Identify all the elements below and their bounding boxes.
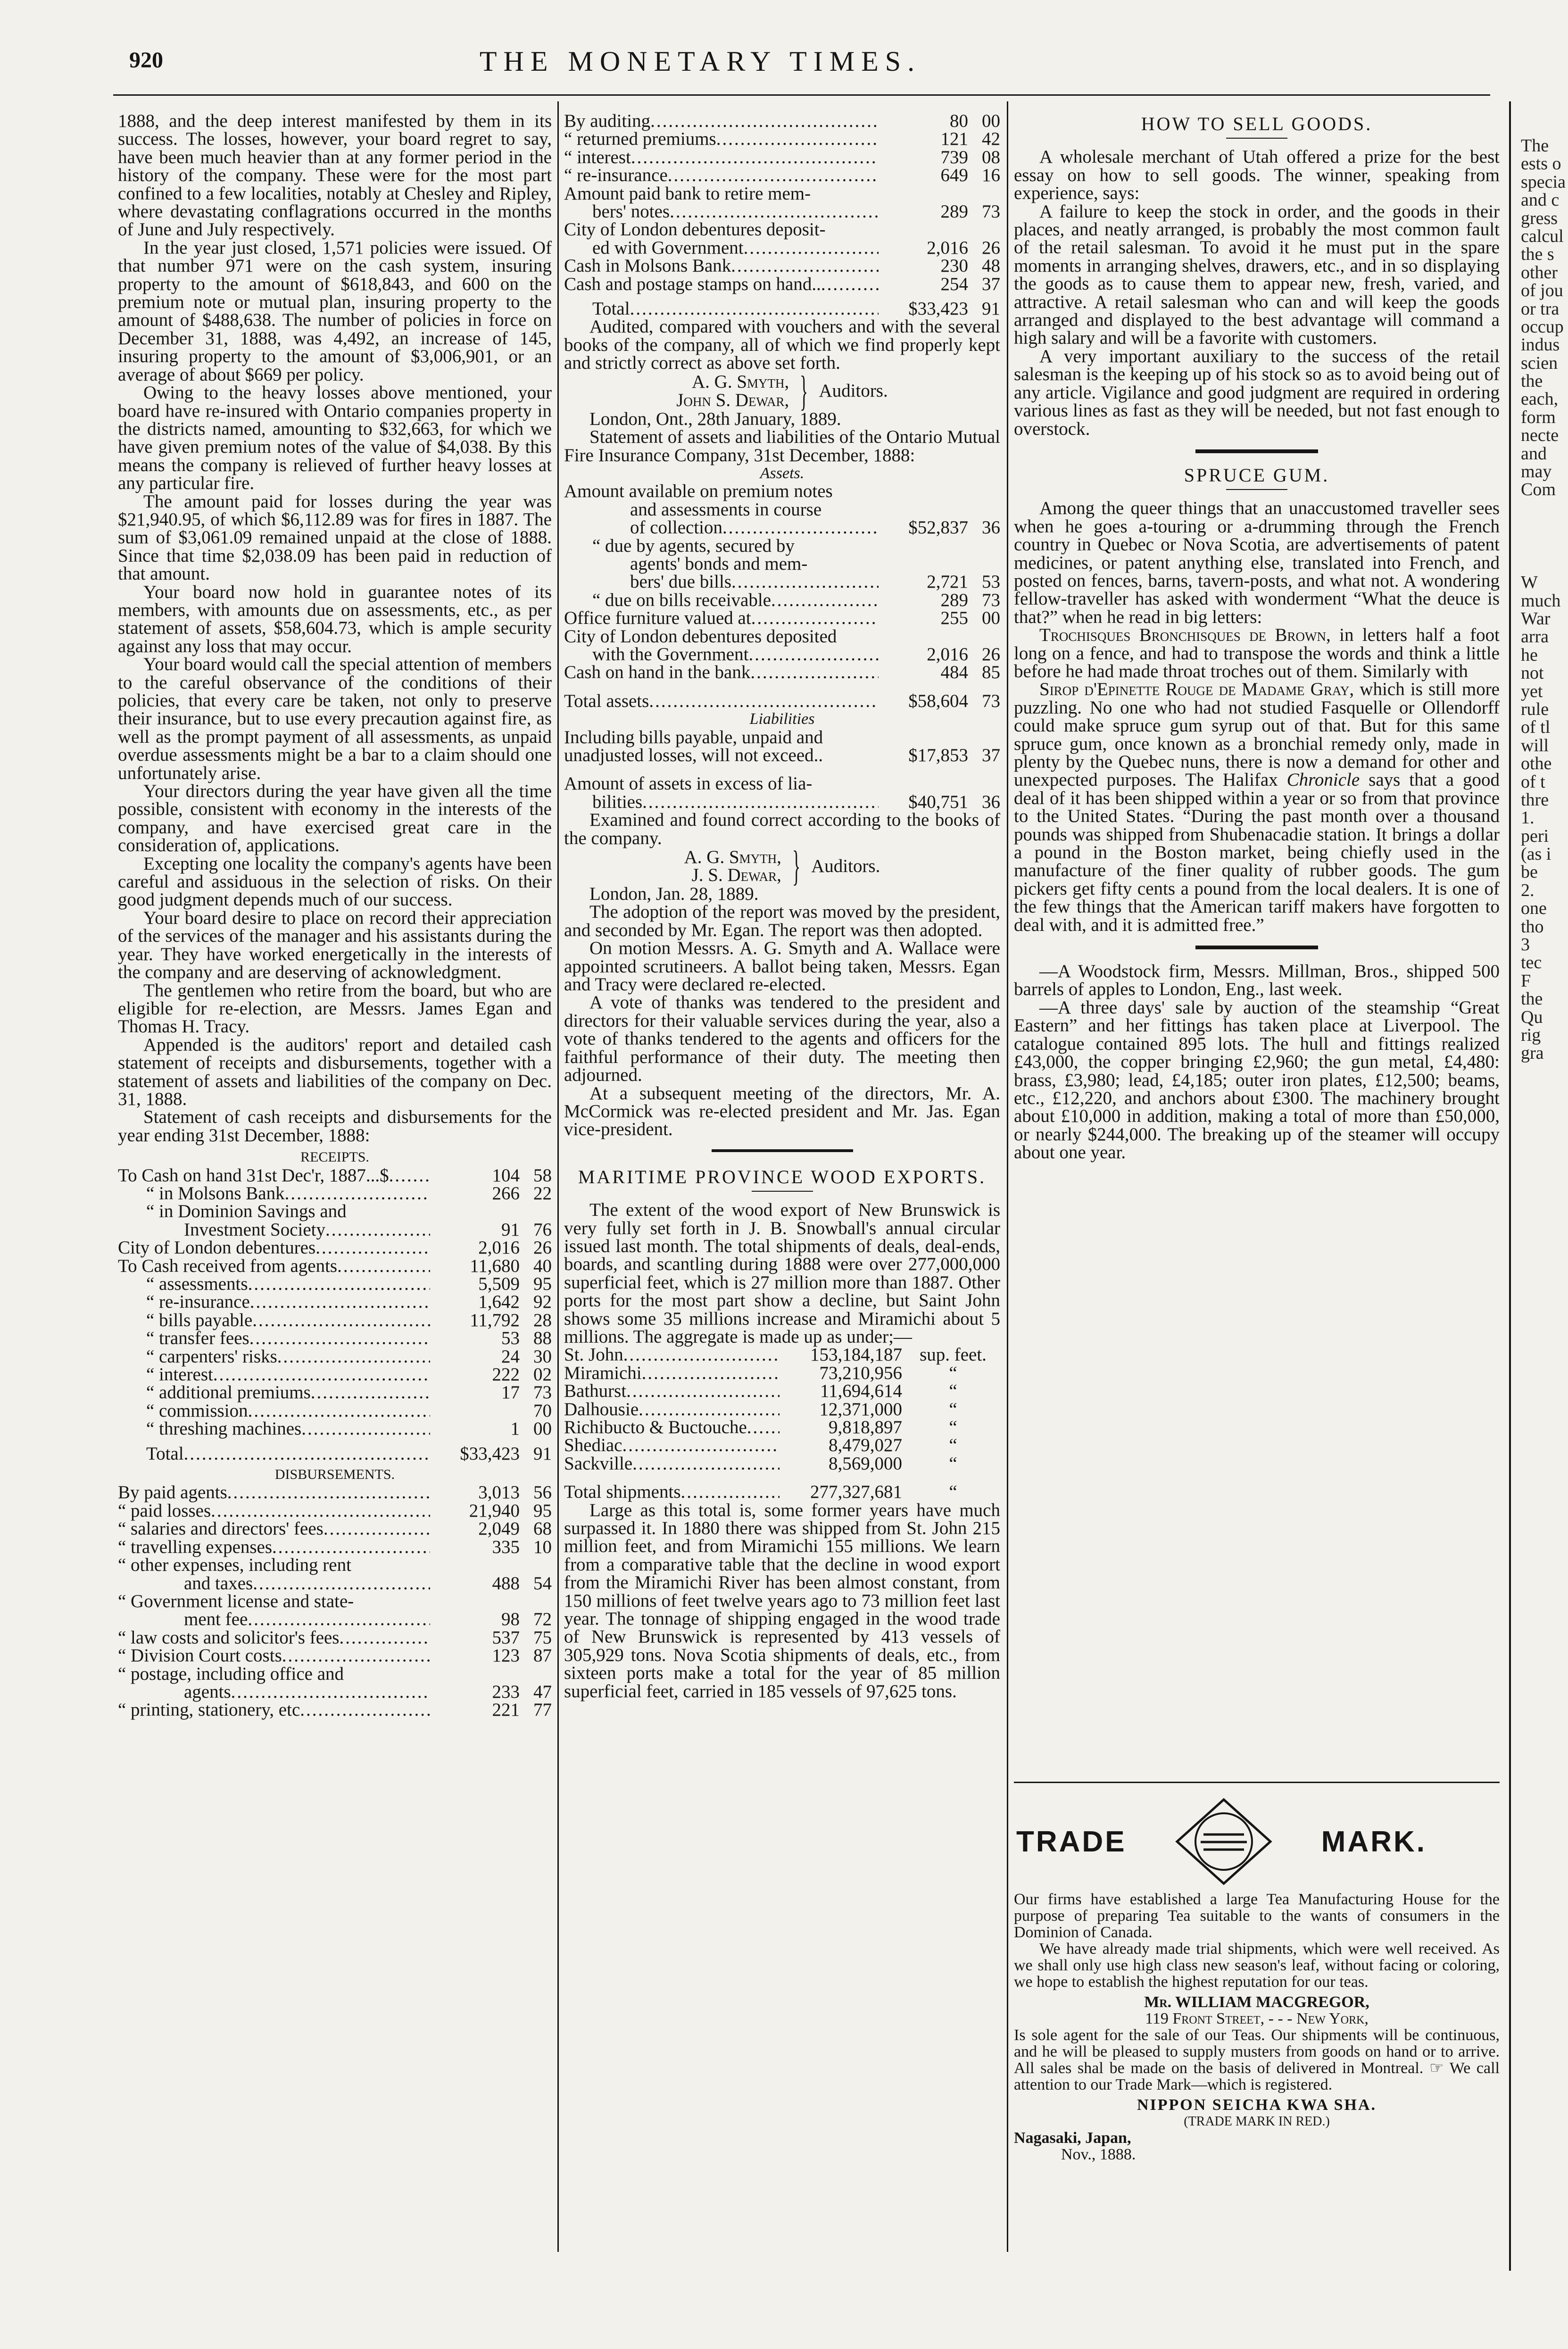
auditors-signature-2: A. G. Smyth, J. S. Dewar, } Auditors. [684,843,880,890]
liabilities-amount: unadjusted losses, will not exceed.. $17,853 37 [564,745,1000,765]
ledger-row: “ due by agents, secured by [592,535,795,556]
liabilities-heading: Liabilities [749,710,815,728]
ledger-row: “ re-insurance ..... 1,642 92 [118,1293,552,1311]
port-row: Richibucto & Buctouche ..... 9,818,897 “ [564,1419,1000,1436]
sell-paragraph: A failure to keep the stock in order, and the goods in their places, and neatly arranged, is probably the most common fault of the retail salesman. To avoid it he must put in the spare moments in arranging shelves, drawers, etc., and in so displaying the goods as to cause them to appear new, fresh, varied, and attractive. A retail salesman who can and will keep the goods arranged and displayed to the best advantage will command a high salary and will be a favorite with customers. [1014,201,1500,349]
port-row: Shediac ..... 8,479,027 “ [564,1436,1000,1454]
ports-table [564,1346,1000,1473]
spruce-paragraph: Trochisques Bronchisques de Brown, in letters half a foot long on a fence, and had to transpose the words and think a little before he had made throat troches out of them. Similarly with [1014,625,1500,681]
margin-fragment: ests o [1521,154,1561,174]
excess-amount: bilities ..... $40,751 36 [564,793,1000,811]
port-row: Dalhousie ..... 12,371,000 “ [564,1401,1000,1419]
ledger-row: and taxes ..... 488 54 [118,1575,552,1593]
ledger-row: ed with Government ..... 2,016 26 [564,239,1000,257]
header-rule [113,94,1490,96]
col1-paragraph: Your board would call the special attention of members to the careful observance of the conditions of their policies, that every care be taken, not only to preserve their insurance, but to use every precaution against fire, as well as the prompt payment of all assessments, as unpaid overdue assessments might be a bar to a claim should one unfortunately arise. [118,654,552,783]
ledger-row: agents' bonds and mem- [630,553,808,574]
ledger-row: Cash and postage stamps on hand.. ..... 254 37 [564,275,1000,293]
column-3 [1014,112,1500,1162]
margin-fragment: othe [1521,754,1552,774]
vote-paragraph: A vote of thanks was tendered to the president and directors for their valuable services during the year, also a vote of thanks tendered to the agents and officers for the faithful performance of their duty. The meeting then adjourned. [564,992,1000,1086]
margin-fragment: scien [1521,353,1558,373]
margin-fragment: other [1521,262,1558,282]
adoption-paragraph: The adoption of the report was moved by the president, and seconded by Mr. Egan. The report was then adopted. [564,902,1000,940]
ledger-row: “ travelling expenses ..... 335 10 [118,1538,552,1556]
margin-fragment: 3 [1521,935,1530,955]
column-2 [564,112,1000,1701]
assets-total: Total assets ..... $58,604 73 [564,692,1000,710]
ledger-row: of collection ..... $52,837 36 [564,519,1000,537]
margin-fragment: 1. [1521,808,1535,828]
margin-fragment: rule [1521,699,1549,719]
ledger-row: “ interest ..... 739 08 [564,149,1000,166]
ledger-row: By paid agents ..... 3,013 56 [118,1484,552,1502]
margin-fragment: F [1521,971,1531,991]
margin-fragment: calcul [1521,226,1564,246]
ledger-row: “ assessments ..... 5,509 95 [118,1275,552,1293]
disbursements-table [118,1484,552,1719]
col1-paragraph: Your board now hold in guarantee notes of its members, with amounts due on assessments, etc., as per statement of assets, $58,604.73, which is ample security against any loss that may occur. [118,581,552,656]
spruce-paragraph: Sirop d'Epinette Rouge de Madame Gray, which is still more puzzling. No one who had not studied Fasquelle or Ollendorff could make spruce gum syrup out of that. But for this same spruce gum, once known as a bronchial remedy only, made in plenty by the Quebec nuns, there is now a demand for other and unexpected purposes. The Halifax Chronicle says that a good deal of it has been shipped within a year or so from that province to the United States. “During the past month over a thousand pounds was shipped from Shubenacadie station. It brings a dollar a pound in the Boston market, being chiefly used in the manufacture of the finer quality of rubber goods. The gum pickers get fifty cents a pound from the local dealers. It is one of the few things that the American tariff makers have forgotten to deal with, and it is admitted free.” [1014,679,1500,935]
col1-paragraph: The gentlemen who retire from the board, but who are eligible for re-election, are Messrs. James Egan and Thomas H. Tracy. [118,980,552,1037]
ad-company: NIPPON SEICHA KWA SHA. [1137,2096,1377,2114]
margin-fragment: the [1521,371,1543,391]
margin-fragment: much [1521,590,1561,611]
margin-fragment: and c [1521,190,1560,210]
col1-paragraph: In the year just closed, 1,571 policies were issued. Of that number 971 were on the cash system, insuring property to the amount of $618,843, and 600 on the premium note or mutual plan, insuring property to the amount of $488,638. The number of policies in force on December 31, 1888, was 4,492, an increase of 145, insuring property to the amount of $3,006,901, or an average of about $669 per policy. [118,237,552,385]
ledger-row: City of London debentures ..... 2,016 26 [118,1239,552,1257]
ledger-row: “ due on bills receivable ..... 289 73 [564,591,1000,609]
spruce-gum-heading: SPRUCE GUM. [1184,464,1330,486]
col1-paragraph: 1888, and the deep interest manifested by them in its success. The losses, however, your board regret to say, have been much heavier than at any former period in the history of the company. These were for the most part confined to a few localities, notably at Chesley and Ripley, where devastating conflagrations occurred in the months of June and July respectively. [118,111,552,240]
statement-paragraph: Statement of assets and liabilities of the Ontario Mutual Fire Insurance Company, 31st December, 1888: [564,427,1000,465]
margin-fragment: rig [1521,1025,1541,1045]
assets-heading: Assets. [760,464,805,482]
margin-fragment: will [1521,735,1549,755]
disbursements-continued-table [564,112,1000,293]
examined-paragraph: Examined and found correct according to the books of the company. [564,810,1000,848]
ledger-row: bers' notes ..... 289 73 [564,203,1000,221]
margin-fragment: Qu [1521,1007,1543,1027]
ledger-row: Cash in Molsons Bank ..... 230 48 [564,257,1000,275]
margin-fragment: yet [1521,681,1543,701]
ledger-row: “ threshing machines ..... 1 00 [118,1420,552,1438]
margin-fragment: W [1521,573,1538,593]
margin-fragment [1521,556,1566,573]
col1-paragraph: The amount paid for losses during the year was $21,940.95, of which $6,112.89 was for fires in 1887. The sum of $3,061.09 remained unpaid at the close of 1888. Since that time $2,038.09 has been paid in reduction of that amount. [118,491,552,584]
col1-paragraph: Your board desire to place on record their appreciation of the services of the manager and his assistants during the year. They have worked energetically in the interests of the company and are deserving of acknowledgment. [118,907,552,983]
margin-fragment: of tl [1521,717,1551,738]
column-rule-3 [1509,101,1511,2271]
ledger-row: “ other expenses, including rent [118,1555,351,1576]
margin-fragment: (as i [1521,844,1551,864]
ad-agent-address: 119 Front Street, - - - New York, [1145,2010,1369,2027]
margin-fragment: peri [1521,826,1549,846]
ports-total: Total shipments ..... 277,327,681 “ [564,1483,1000,1501]
ledger-row: “ salaries and directors' fees ..... 2,049 68 [118,1520,552,1538]
receipts-heading: RECEIPTS. [300,1149,369,1165]
spruce-paragraph: Among the queer things that an unaccustomed traveller sees when he goes a-touring or a-drumming through the French country in Quebec or Nova Scotia, are advertisements of patent medicines, or patent anything else, translated into French, and posted on fences, barns, tavern-posts, and what not. A wondering fellow-traveller has asked with wonderment “What the deuce is that?” when he read in big letters: [1014,498,1500,627]
margin-fragment: arra [1521,627,1549,647]
adjacent-page-fragments [1521,137,1566,1062]
ledger-row: agents ..... 233 47 [118,1683,552,1701]
woodstock-paragraph: —A Woodstock firm, Messrs. Millman, Bros., shipped 500 barrels of apples to London, Eng., last week. [1014,961,1500,1000]
section-rule [712,1149,853,1152]
ledger-row: “ bills payable ..... 11,792 28 [118,1311,552,1329]
excess-line: Amount of assets in excess of lia- [564,773,813,794]
port-row: Bathurst ..... 11,694,614 “ [564,1382,1000,1400]
ledger-row: “ postage, including office and [118,1663,344,1684]
disbursements-total: Total ..... $33,423 91 [564,300,1000,318]
ledger-row: with the Government ..... 2,016 26 [564,646,1000,664]
trade-word: TRADE [1016,1825,1127,1858]
margin-fragment: The [1521,136,1549,156]
margin-fragment: tec [1521,953,1542,973]
ledger-row: Amount available on premium notes [564,481,833,502]
maritime-paragraph: The extent of the wood export of New Brunswick is very fully set forth in J. B. Snowball's annual circular issued last month. The total shipments of deals, deal-ends, boards, and scantling during 1888 were over 277,000,000 superficial feet, which is 27 million more than 1887. Other ports for the most part show a decline, but Saint John shows some 35 millions increase and Miramichi about 5 millions. The aggregate is made up as under;— [564,1200,1000,1347]
auditors-signature-1: A. G. Smyth, John S. Dewar, } Auditors. [676,367,888,415]
col1-paragraph: Statement of cash receipts and disbursements for the year ending 31st December, 1888: [118,1107,552,1145]
maritime-heading: MARITIME PROVINCE WOOD EXPORTS. [578,1166,987,1187]
heading-underline [1226,489,1287,490]
margin-fragment: gra [1521,1043,1544,1063]
margin-fragment: tho [1521,916,1544,937]
heading-underline [752,1191,813,1192]
disbursements-heading: DISBURSEMENTS. [274,1467,395,1483]
liabilities-line: Including bills payable, unpaid and [564,727,823,747]
margin-fragment: necte [1521,425,1559,446]
ad-paragraph: Is sole agent for the sale of our Teas. Our shipments will be continuous, and he will be pleased to supply musters from goods on hand or to arrive. All sales shal be made on the basis of delivered in Montreal. ☞ We call attention to our Trade Mark—which is registered. [1014,2026,1500,2093]
page-number: 920 [129,48,163,73]
ledger-row: ment fee ..... 98 72 [118,1610,552,1628]
ledger-row: “ law costs and solicitor's fees ..... 537 75 [118,1629,552,1647]
margin-fragment: of t [1521,772,1545,792]
ledger-row: Amount paid bank to retire mem- [564,183,811,204]
ledger-row: bers' due bills ..... 2,721 53 [564,573,1000,591]
margin-fragment: Com [1521,480,1556,500]
sell-goods-heading: HOW TO SELL GOODS. [1141,113,1373,134]
column-rule-1 [557,101,559,2252]
margin-fragment: one [1521,898,1547,919]
column-rule-2 [1007,101,1008,2252]
margin-fragment: gress [1521,208,1558,228]
port-row: St. John ..... 153,184,187 sup. feet. [564,1346,1000,1364]
column-1 [118,112,552,1719]
ledger-row: City of London debentures deposit- [564,219,826,240]
sell-paragraph: A very important auxiliary to the success of the retail salesman is the keeping up of his stock so as to avoid being out of any article. Vigilance and good judgment are required in ordering various lines as fast as they will be needed, but not fast enough to overstock. [1014,346,1500,439]
ad-agent-name: Mr. WILLIAM MACGREGOR, [1144,1993,1369,2011]
ledger-row: and assessments in course [630,499,822,520]
ledger-row: Investment Society ..... 91 76 [118,1221,552,1239]
margin-fragment: or tra [1521,299,1560,319]
margin-fragment: thre [1521,789,1549,810]
margin-fragment: 2. [1521,880,1535,900]
ledger-row: Cash on hand in the bank ..... 484 85 [564,664,1000,681]
ledger-row: “ additional premiums ..... 17 73 [118,1384,552,1402]
ledger-row: “ commission ..... 70 [118,1402,552,1420]
margin-fragment: be [1521,862,1538,882]
assets-table [564,482,1000,681]
ledger-row: “ in Dominion Savings and [146,1201,347,1222]
ledger-row: City of London debentures deposited [564,626,837,647]
col1-paragraph: Owing to the heavy losses above mentioned, your board have re-insured with Ontario companies property in the districts named, amounting to $32,663, for which we have given premium notes of the value of $4,038. By this means the company is relieved of further heavy losses at any particular fire. [118,382,552,494]
margin-fragment: the [1521,989,1543,1009]
port-row: Sackville ..... 8,569,000 “ [564,1455,1000,1473]
margin-fragment: occup [1521,316,1564,337]
sell-paragraph: A wholesale merchant of Utah offered a prize for the best essay on how to sell goods. The winner, speaking from experience, says: [1014,147,1500,204]
col1-paragraph: Excepting one locality the company's agents have been careful and assiduous in the selection of risks. On their good judgment depends much of our success. [118,853,552,910]
margin-fragment: and [1521,443,1547,464]
motion-paragraph: On motion Messrs. A. G. Smyth and A. Wallace were appointed scrutineers. A ballot being taken, Messrs. Egan and Tracy were declared re-elected. [564,938,1000,995]
ledger-row: By auditing ..... 80 00 [564,112,1000,130]
margin-fragment: War [1521,608,1551,629]
heading-underline [1226,138,1287,139]
port-row: Miramichi ..... 73,210,956 “ [564,1364,1000,1382]
maritime-paragraph: Large as this total is, some former years have much surpassed it. In 1880 there was shipped from St. John 215 million feet, and from Miramichi 155 millions. We learn from a comparative table that the decline in wood export from the Miramichi River has been almost constant, from 150 millions of feet twelve years ago to 73 million feet last year. The tonnage of shipping engaged in the wood trade of New Brunswick is represented by 413 vessels of 305,929 tons. Nova Scotia shipments of deals, etc., from sixteen ports make a total for the year of 85 million superficial feet, carried in 185 vessels of 97,625 tons. [564,1500,1000,1702]
ledger-row: “ transfer fees ..... 53 88 [118,1329,552,1347]
ledger-row: “ carpenters' risks ..... 24 30 [118,1348,552,1366]
ledger-row: “ in Molsons Bank ..... 266 22 [118,1185,552,1203]
section-rule [1195,946,1318,949]
ledger-row: To Cash received from agents ..... 11,680 40 [118,1257,552,1275]
margin-fragment: indus [1521,335,1560,355]
ledger-row: “ paid losses ..... 21,940 95 [118,1502,552,1520]
receipts-table [118,1167,552,1438]
advertisement-text [1014,1891,1500,2163]
london-date-2: London, Jan. 28, 1889. [589,884,759,905]
col1-paragraph: Your directors during the year have given all the time possible, consistent with economy in the interests of the company, and have exercised great care in the consideration of, applications. [118,781,552,856]
ledger-row: “ Division Court costs ..... 123 87 [118,1647,552,1665]
ledger-row: Office furniture valued at ..... 255 00 [564,609,1000,627]
ledger-row: “ Government license and state- [118,1591,354,1611]
mark-word: MARK. [1321,1825,1427,1858]
london-date-1: London, Ont., 28th January, 1889. [589,408,841,429]
trade-mark-banner [1016,1801,1427,1882]
ad-paragraph: Our firms have established a large Tea Manufacturing House for the purpose of preparing Tea suitable to the wants of consumers in the Dominion of Canada. [1014,1891,1500,1941]
margin-fragment: not [1521,663,1544,683]
ledger-row: “ interest ..... 222 02 [118,1366,552,1384]
ledger-row: “ re-insurance ..... 649 16 [564,166,1000,184]
ad-paragraph: We have already made trial shipments, which were well received. As we shall only use high class new season's leaf, without facing or coloring, we hope to establish the highest reputation for our teas. [1014,1940,1500,1991]
margin-fragment: specia [1521,172,1566,192]
trade-mark-diamond-icon [1174,1797,1273,1886]
ledger-row: “ printing, stationery, etc ..... 221 77 [118,1701,552,1719]
ledger-row: To Cash on hand 31st Dec'r, 1887...$ ..... 104 58 [118,1167,552,1185]
margin-fragment: each, [1521,389,1559,409]
ad-place: Nagasaki, Japan, [1014,2129,1131,2147]
subsequent-paragraph: At a subsequent meeting of the directors, Mr. A. McCormick was re-elected president and Mr. Jas. Egan vice-president. [564,1083,1000,1140]
receipts-total: Total ..... $33,423 91 [118,1445,552,1463]
margin-fragment: form [1521,407,1556,427]
ad-date: Nov., 1888. [1061,2146,1136,2163]
margin-fragment: of jou [1521,281,1563,301]
margin-fragment: may [1521,462,1552,482]
margin-fragment: the s [1521,244,1554,265]
great-eastern-paragraph: —A three days' sale by auction of the steamship “Great Eastern” and her fittings has taken place at Liverpool. The catalogue contained 895 lots. The hull and fittings realized £43,000, the copper bringing £2,960; the gun metal, £4,480: brass, £3,980; lead, £4,185; outer iron plates, £12,500; beams, etc., £12,220, and anchors about £300. The machinery brought about £10,000 in addition, making a total of more than £50,000, or nearly $244,000. The breaking up of the steamer will occupy about one year. [1014,997,1500,1163]
ledger-row: “ returned premiums ..... 121 42 [564,130,1000,148]
audited-paragraph: Audited, compared with vouchers and with the several books of the company, all of which we find properly kept and strictly correct as above set forth. [564,316,1000,374]
margin-fragment: he [1521,645,1538,665]
col1-paragraph: Appended is the auditors' report and detailed cash statement of receipts and disbursements, together with a statement of assets and liabilities of the company on Dec. 31, 1888. [118,1034,552,1109]
ad-trade-mark-note: (TRADE MARK IN RED.) [1184,2114,1330,2129]
masthead: THE MONETARY TIMES. [479,46,921,77]
pointing-hand-icon: ☞ [1423,2059,1444,2077]
section-rule [1195,449,1318,453]
